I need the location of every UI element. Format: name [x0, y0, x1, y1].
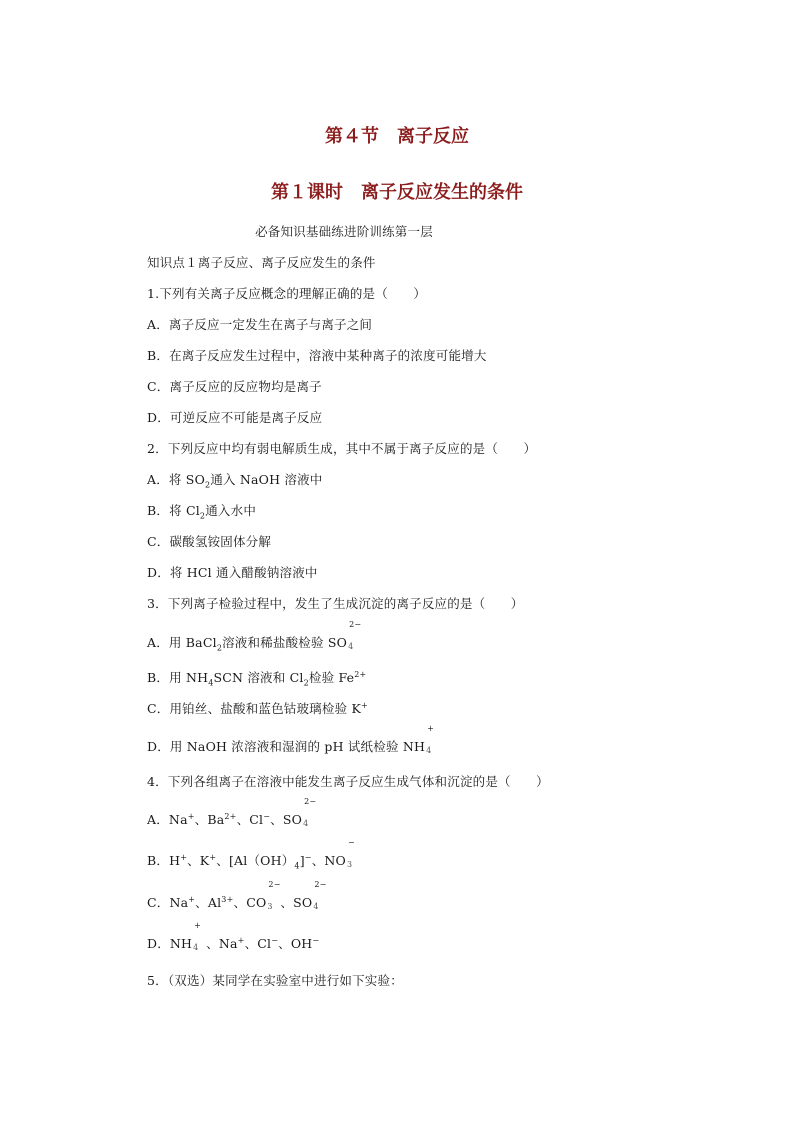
q2-option-d: D．将 HCl 通入醋酸钠溶液中 — [147, 565, 318, 580]
q3-option-c: C．用铂丝、盐酸和蓝色钴玻璃检验 K+ — [147, 700, 368, 716]
q2-stem: 2．下列反应中均有弱电解质生成，其中不属于离子反应的是（ ） — [147, 441, 537, 456]
q3-option-b: B．用 $NH_4SCN$ 溶液和 $Cl_2$检验 $Fe^{2+}$ — [147, 669, 367, 688]
q1-option-a: A．离子反应一定发生在离子与离子之间 — [147, 317, 373, 332]
page-subtitle: 第１课时 离子反应发生的条件 — [271, 182, 523, 203]
q2-option-a: A．将 $SO_2$通入 NaOH 溶液中 — [147, 472, 323, 490]
q4-option-a: A．Na+、$Ba^{2+}$、Cl−、SO 2− 4 — [147, 797, 317, 828]
q3-stem: 3．下列离子检验过程中，发生了生成沉淀的离子反应的是（ ） — [147, 596, 524, 611]
section-heading: 必备知识基础练进阶训练第一层 — [255, 224, 433, 239]
q1-stem: 1.下列有关离子反应概念的理解正确的是（ ） — [147, 286, 427, 301]
q4-option-b: B．H+、K+、$[Al(OH)_4]^-$、NO − 3 — [147, 838, 355, 871]
q2-option-b: B．将 $Cl_2$通入水中 — [147, 503, 257, 521]
q1-option-c: C．离子反应的反应物均是离子 — [147, 379, 322, 394]
page-title: 第４节 离子反应 — [325, 126, 469, 147]
q3-option-a: A．用 BaCl$_2$溶液和稀盐酸检验 SO 2− 4 — [147, 620, 362, 653]
q5-stem: 5．（双选）某同学在实验室中进行如下实验： — [147, 973, 403, 988]
q4-option-c: C．Na+、$Al^{3+}$、CO 2− 3 、SO 2− 4 — [147, 880, 327, 911]
q1-option-b: B．在离子反应发生过程中，溶液中某种离子的浓度可能增大 — [147, 348, 487, 363]
q1-option-d: D．可逆反应不可能是离子反应 — [147, 410, 323, 425]
q3-option-d: D．用 NaOH 浓溶液和湿润的 pH 试纸检验 NH + 4 — [147, 724, 434, 755]
q2-option-c: C．碳酸氢铵固体分解 — [147, 534, 272, 549]
knowledge-point: 知识点１离子反应、离子反应发生的条件 — [147, 255, 376, 270]
q4-option-d: D．NH + 4 、Na+、Cl−、OH− — [147, 921, 320, 952]
q4-stem: 4．下列各组离子在溶液中能发生离子反应生成气体和沉淀的是（ ） — [147, 774, 549, 789]
